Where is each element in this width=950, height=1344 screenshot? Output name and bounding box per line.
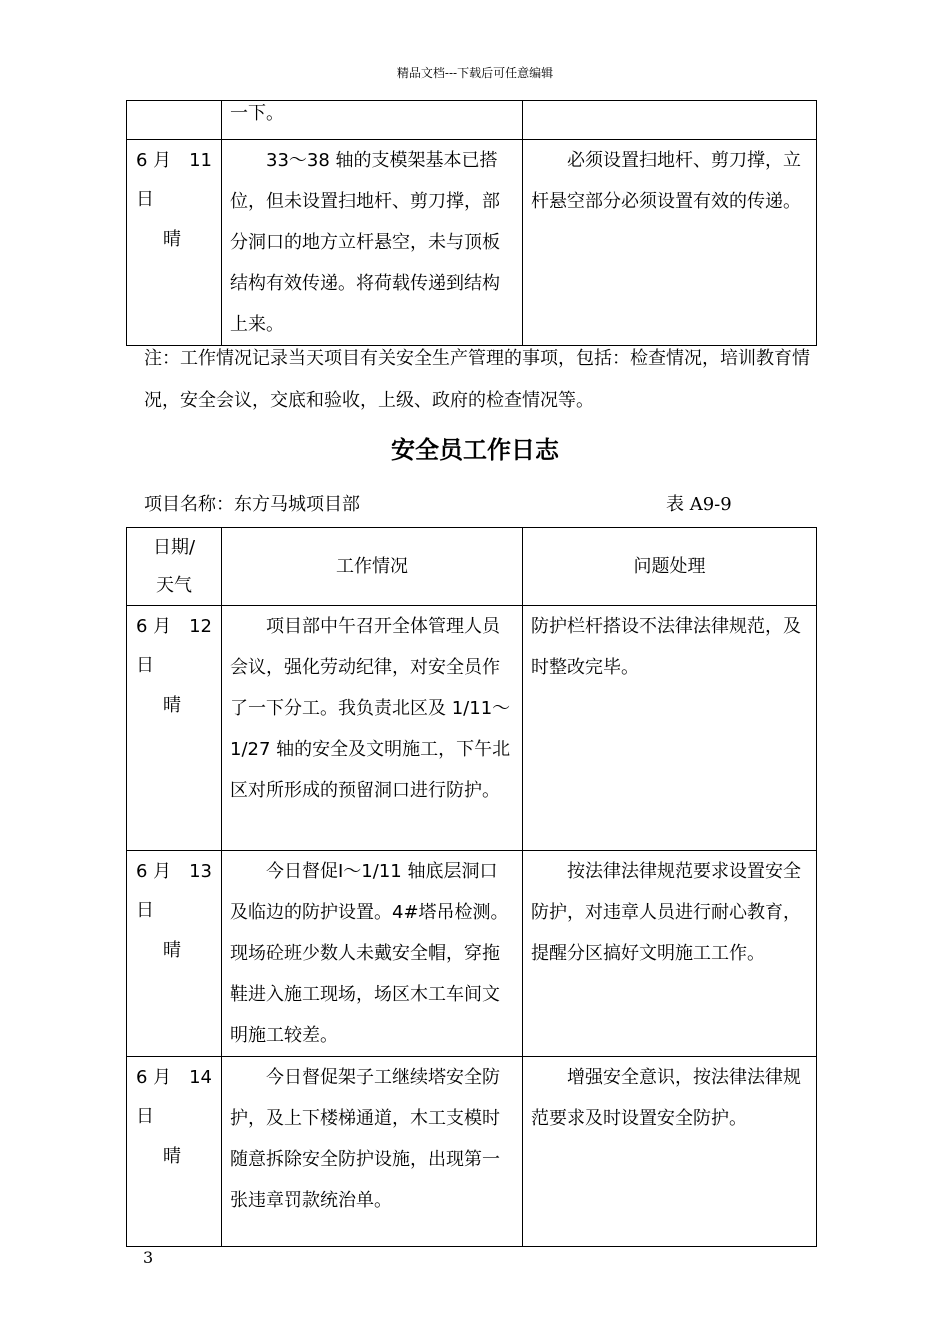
date-month: 6 月: [136, 616, 172, 637]
empty-issue-cell: [523, 101, 817, 140]
issue-cell: 按法律法律规范要求设置安全防护，对违章人员进行耐心教育，提醒分区搞好文明施工工作。: [523, 851, 817, 1057]
table-row: [127, 606, 817, 851]
date-day: 13: [189, 861, 212, 882]
weather: 晴: [163, 695, 181, 716]
date-day: 11: [189, 150, 212, 171]
table-row: [127, 1057, 817, 1247]
date-month: 6 月: [136, 150, 172, 171]
date-cell: [127, 140, 222, 346]
date-suffix: 日: [136, 900, 154, 921]
date-cell: [127, 1057, 222, 1247]
table-header-row: [127, 528, 817, 606]
issue-cell: 增强安全意识，按法律法律规范要求及时设置安全防护。: [523, 1057, 817, 1247]
continued-work-cell: 一下。: [222, 101, 523, 140]
form-number: 表 A9-9: [666, 494, 732, 515]
date-cell: [127, 851, 222, 1057]
date-month: 6 月: [136, 861, 172, 882]
work-cell: 33～38 轴的支模架基本已搭位，但未设置扫地杆、剪刀撑，部分洞口的地方立杆悬空，未与顶板结构有效传递。将荷载传递到结构上来。: [222, 140, 523, 346]
page-number: 3: [143, 1248, 154, 1267]
date-suffix: 日: [136, 655, 154, 676]
header-work: 工作情况: [222, 528, 523, 606]
work-cell: 今日督促架子工继续塔安全防护，及上下楼梯通道，木工支模时随意拆除安全防护设施，出现第一张违章罚款统治单。: [222, 1057, 523, 1247]
work-cell: 今日督促Ⅰ～1/11 轴底层洞口及临边的防护设置。4#塔吊检测。现场砼班少数人未戴安全帽，穿拖鞋进入施工现场，场区木工车间文明施工较差。: [222, 851, 523, 1057]
project-name: 项目名称：东方马城项目部: [144, 494, 360, 515]
note-text: 注：工作情况记录当天项目有关安全生产管理的事项，包括：检查情况，培训教育情况，安全会议，交底和验收，上级、政府的检查情况等。: [144, 348, 810, 411]
table-row: [127, 851, 817, 1057]
date-day: 12: [189, 616, 212, 637]
issue-cell: 必须设置扫地杆、剪刀撑，立杆悬空部分必须设置有效的传递。: [523, 140, 817, 346]
weather: 晴: [163, 229, 181, 250]
empty-date-cell: [127, 101, 222, 140]
page-title: 安全员工作日志: [391, 436, 559, 464]
date-suffix: 日: [136, 1106, 154, 1127]
safety-log-table: [126, 527, 817, 1247]
date-month: 6 月: [136, 1067, 172, 1088]
issue-cell: 防护栏杆搭设不法律法律规范，及时整改完毕。: [523, 606, 817, 851]
work-cell: 项目部中午召开全体管理人员会议，强化劳动纪律，对安全员作了一下分工。我负责北区及 1/11～1/27 轴的安全及文明施工，下午北区对所形成的预留洞口进行防护。: [222, 606, 523, 851]
header-date: 日期/: [152, 536, 196, 558]
weather: 晴: [163, 940, 181, 961]
header-date-weather: [127, 528, 222, 606]
header-weather: 天气: [156, 574, 192, 596]
weather: 晴: [163, 1146, 181, 1167]
date-suffix: 日: [136, 189, 154, 210]
header-issue: 问题处理: [523, 528, 817, 606]
date-day: 14: [189, 1067, 212, 1088]
page-header: 精品文档---下载后可任意编辑: [396, 66, 554, 80]
top-log-table: [126, 100, 817, 346]
date-cell: [127, 606, 222, 851]
